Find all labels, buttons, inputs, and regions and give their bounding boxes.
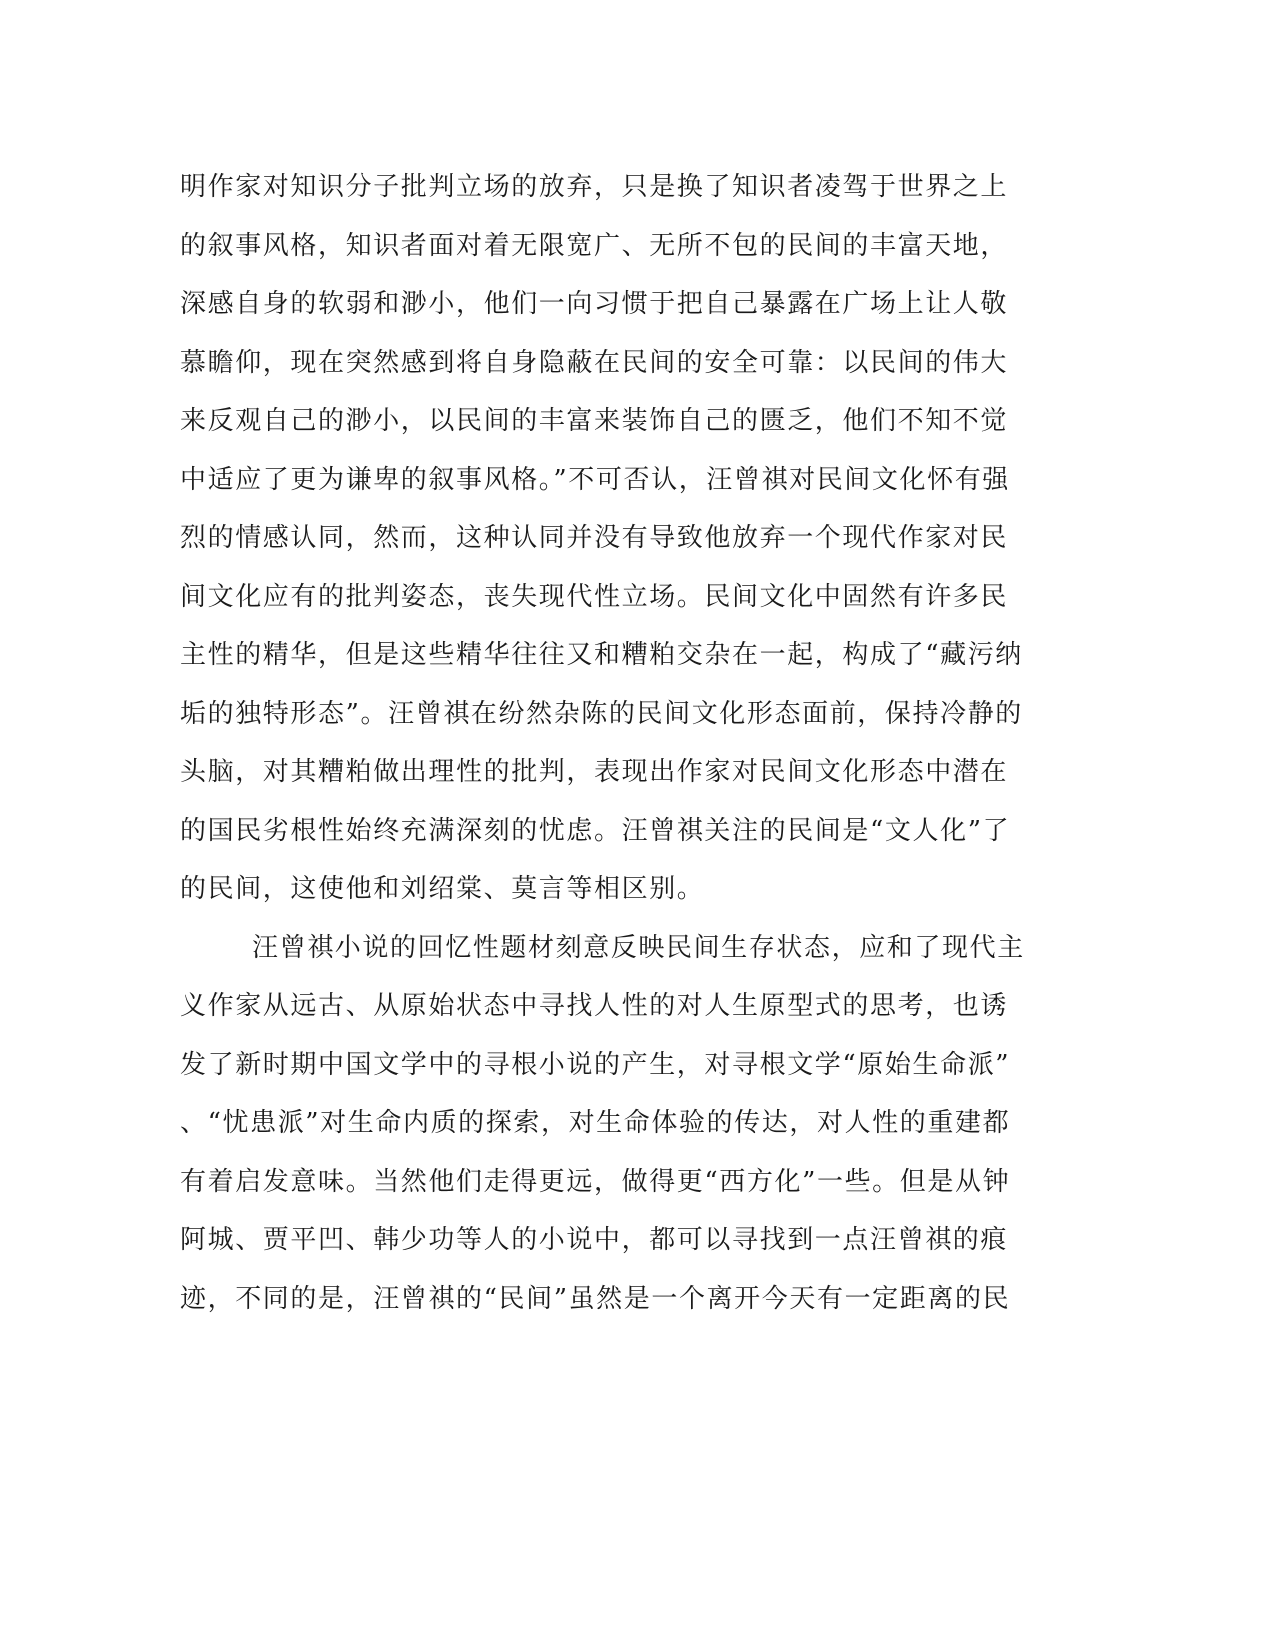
text-line: 发了新时期中国文学中的寻根小说的产生，对寻根文学“原始生命派” [180,1049,1011,1080]
text-line: 义作家从远古、从原始状态中寻找人性的对人生原型式的思考，也诱 [180,991,1009,1021]
text-line: 有着启发意味。当然他们走得更远，做得更“西方化”一些。但是从钟 [180,1166,1011,1197]
text-line: 头脑，对其糟粕做出理性的批判，表现出作家对民间文化形态中潜在 [180,757,1009,787]
text-line: 深感自身的软弱和渺小，他们一向习惯于把自己暴露在广场上让人敬 [180,289,1009,319]
text-line: 中适应了更为谦卑的叙事风格。”不可否认，汪曾祺对民间文化怀有强 [180,464,1010,495]
text-line: 的国民劣根性始终充满深刻的忧虑。汪曾祺关注的民间是“文人化”了 [180,815,1011,846]
paragraph-2 [180,919,1040,1329]
text-line: 的叙事风格，知识者面对着无限宽广、无所不包的民间的丰富天地， [180,230,1009,261]
paragraph-1 [180,158,1040,919]
text-line: 慕瞻仰，现在突然感到将自身隐蔽在民间的安全可靠：以民间的伟大 [180,347,1009,378]
text-line: 垢的独特形态”。汪曾祺在纷然杂陈的民间文化形态面前，保持冷静的 [180,698,1023,729]
text-line: 、“忧患派”对生命内质的探索，对生命体验的传达，对人性的重建都 [180,1108,1011,1138]
text-line: 烈的情感认同，然而，这种认同并没有导致他放弃一个现代作家对民 [180,523,1009,553]
text-line: 间文化应有的批判姿态，丧失现代性立场。民间文化中固然有许多民 [180,581,1009,612]
text-line: 的民间，这使他和刘绍棠、莫言等相区别。 [180,874,705,904]
text-line: 来反观自己的渺小，以民间的丰富来装饰自己的匮乏，他们不知不觉 [180,406,1009,436]
text-line: 主性的精华，但是这些精华往往又和糟粕交杂在一起，构成了“藏污纳 [180,640,1023,670]
text-line: 阿城、贾平凹、韩少功等人的小说中，都可以寻找到一点汪曾祺的痕 [180,1225,1009,1255]
text-line: 汪曾祺小说的回忆性题材刻意反映民间生存状态，应和了现代主 [252,932,1025,963]
text-line: 迹，不同的是，汪曾祺的“民间”虽然是一个离开今天有一定距离的民 [180,1283,1011,1314]
body-text [180,158,1040,1328]
text-line: 明作家对知识分子批判立场的放弃，只是换了知识者凌驾于世界之上 [180,172,1009,202]
